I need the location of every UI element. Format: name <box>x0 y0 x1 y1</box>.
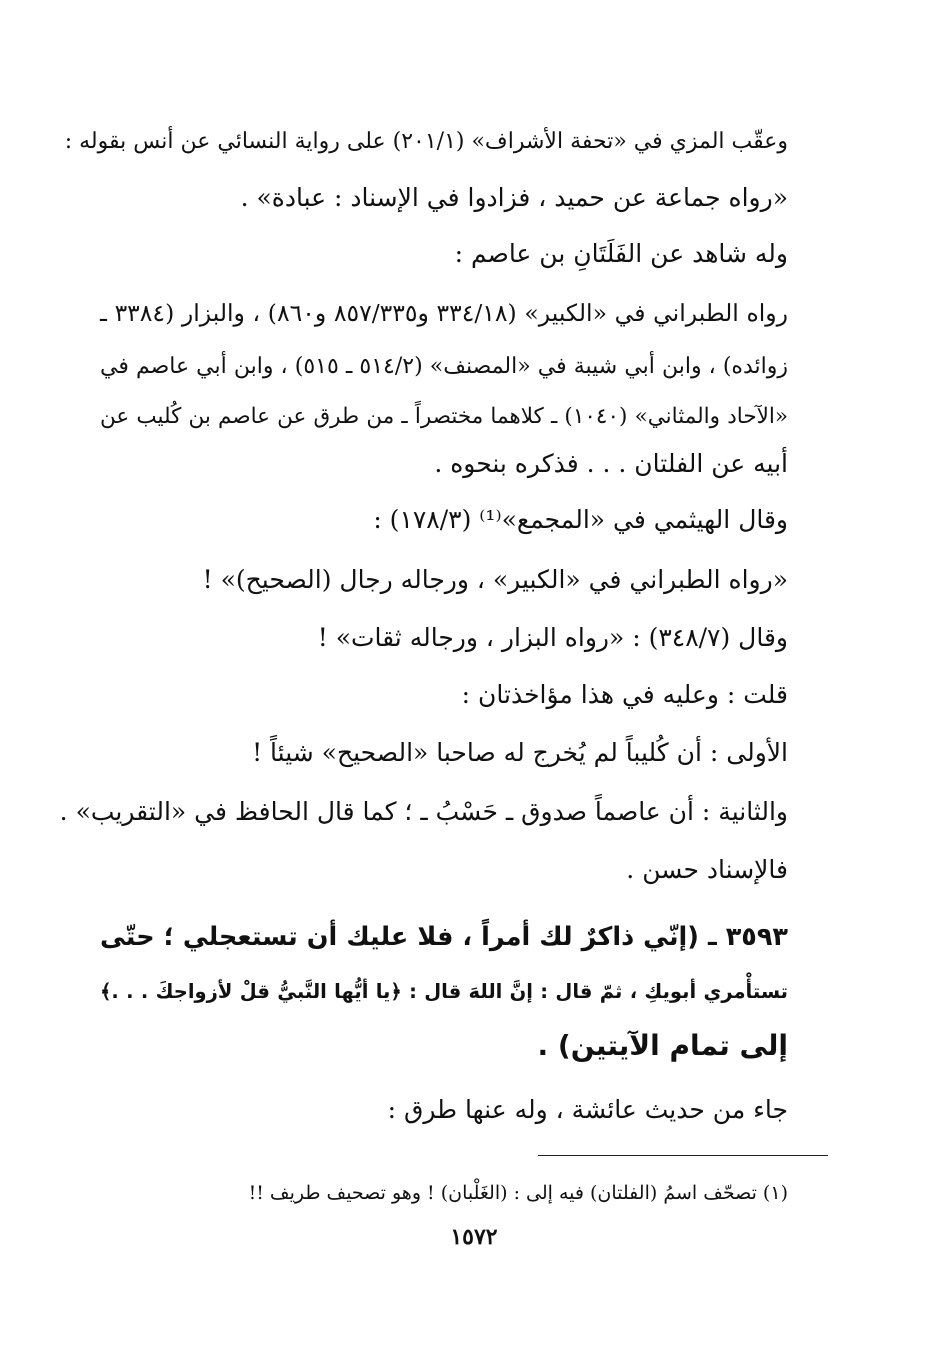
footnote: (١) تصحّف اسمُ (الفلتان) فيه إلى : (الغَلْبان) ! وهو تصحيف طريف !! <box>248 1182 788 1204</box>
hadith-line-1: ٣٥٩٣ ـ (إنّي ذاكرٌ لك أمراً ، فلا عليك أن تستعجلي ؛ حتّى <box>100 922 788 952</box>
page-number: ١٥٧٢ <box>450 1224 498 1250</box>
text-line-11: قلت : وعليه في هذا مؤاخذتان : <box>461 680 788 709</box>
hadith-line-2: تستأْمري أبويكِ ، ثمّ قال : إنَّ اللهَ قال : ﴿يا أيُّها النَّبيُّ قلْ لأزواجكَ . . .﴾ <box>100 980 788 1003</box>
text-line-5: زوائده) ، وابن أبي شيبة في «المصنف» (٥١٤/٢ ـ ٥١٥) ، وابن أبي عاصم في <box>100 354 788 379</box>
text-line-12: الأولى : أن كُليباً لم يُخرج له صاحبا «الصحيح» شيئاً ! <box>252 738 788 767</box>
text-line-1: وعقّب المزي في «تحفة الأشراف» (٢٠١/١) على رواية النسائي عن أنس بقوله : <box>64 129 788 154</box>
footnote-separator <box>538 1155 828 1156</box>
text-line-9: «رواه الطبراني في «الكبير» ، ورجاله رجال (الصحيح)» ! <box>202 565 788 594</box>
text-line-6: «الآحاد والمثاني» (١٠٤٠) ـ كلاهما مختصراً ـ من طرق عن عاصم بن كُليب عن <box>100 404 789 429</box>
text-line-14: فالإسناد حسن . <box>626 855 788 884</box>
text-line-7: أبيه عن الفلتان . . . فذكره بنحوه . <box>434 449 788 478</box>
text-line-13: والثانية : أن عاصماً صدوق ـ حَسْبُ ـ ؛ كما قال الحافظ في «التقريب» . <box>59 797 788 826</box>
hadith-line-3: إلى تمام الآيتين) . <box>537 1029 788 1062</box>
text-line-4: رواه الطبراني في «الكبير» (٣٣٤/١٨ و٨٥٧/٣٣٥ و٨٦٠) ، والبزار (٣٣٨٤ ـ <box>100 299 788 327</box>
text-line-2: «رواه جماعة عن حميد ، فزادوا في الإسناد : عبادة» . <box>240 183 788 212</box>
text-line-3: وله شاهد عن الفَلَتَانِ بن عاصم : <box>454 239 788 268</box>
text-line-10: وقال (٣٤٨/٧) : «رواه البزار ، ورجاله ثقات» ! <box>317 623 788 652</box>
text-line-8: وقال الهيثمي في «المجمع»⁽¹⁾ (١٧٨/٣) : <box>373 505 788 534</box>
text-line-after-hadith: جاء من حديث عائشة ، وله عنها طرق : <box>387 1095 788 1124</box>
